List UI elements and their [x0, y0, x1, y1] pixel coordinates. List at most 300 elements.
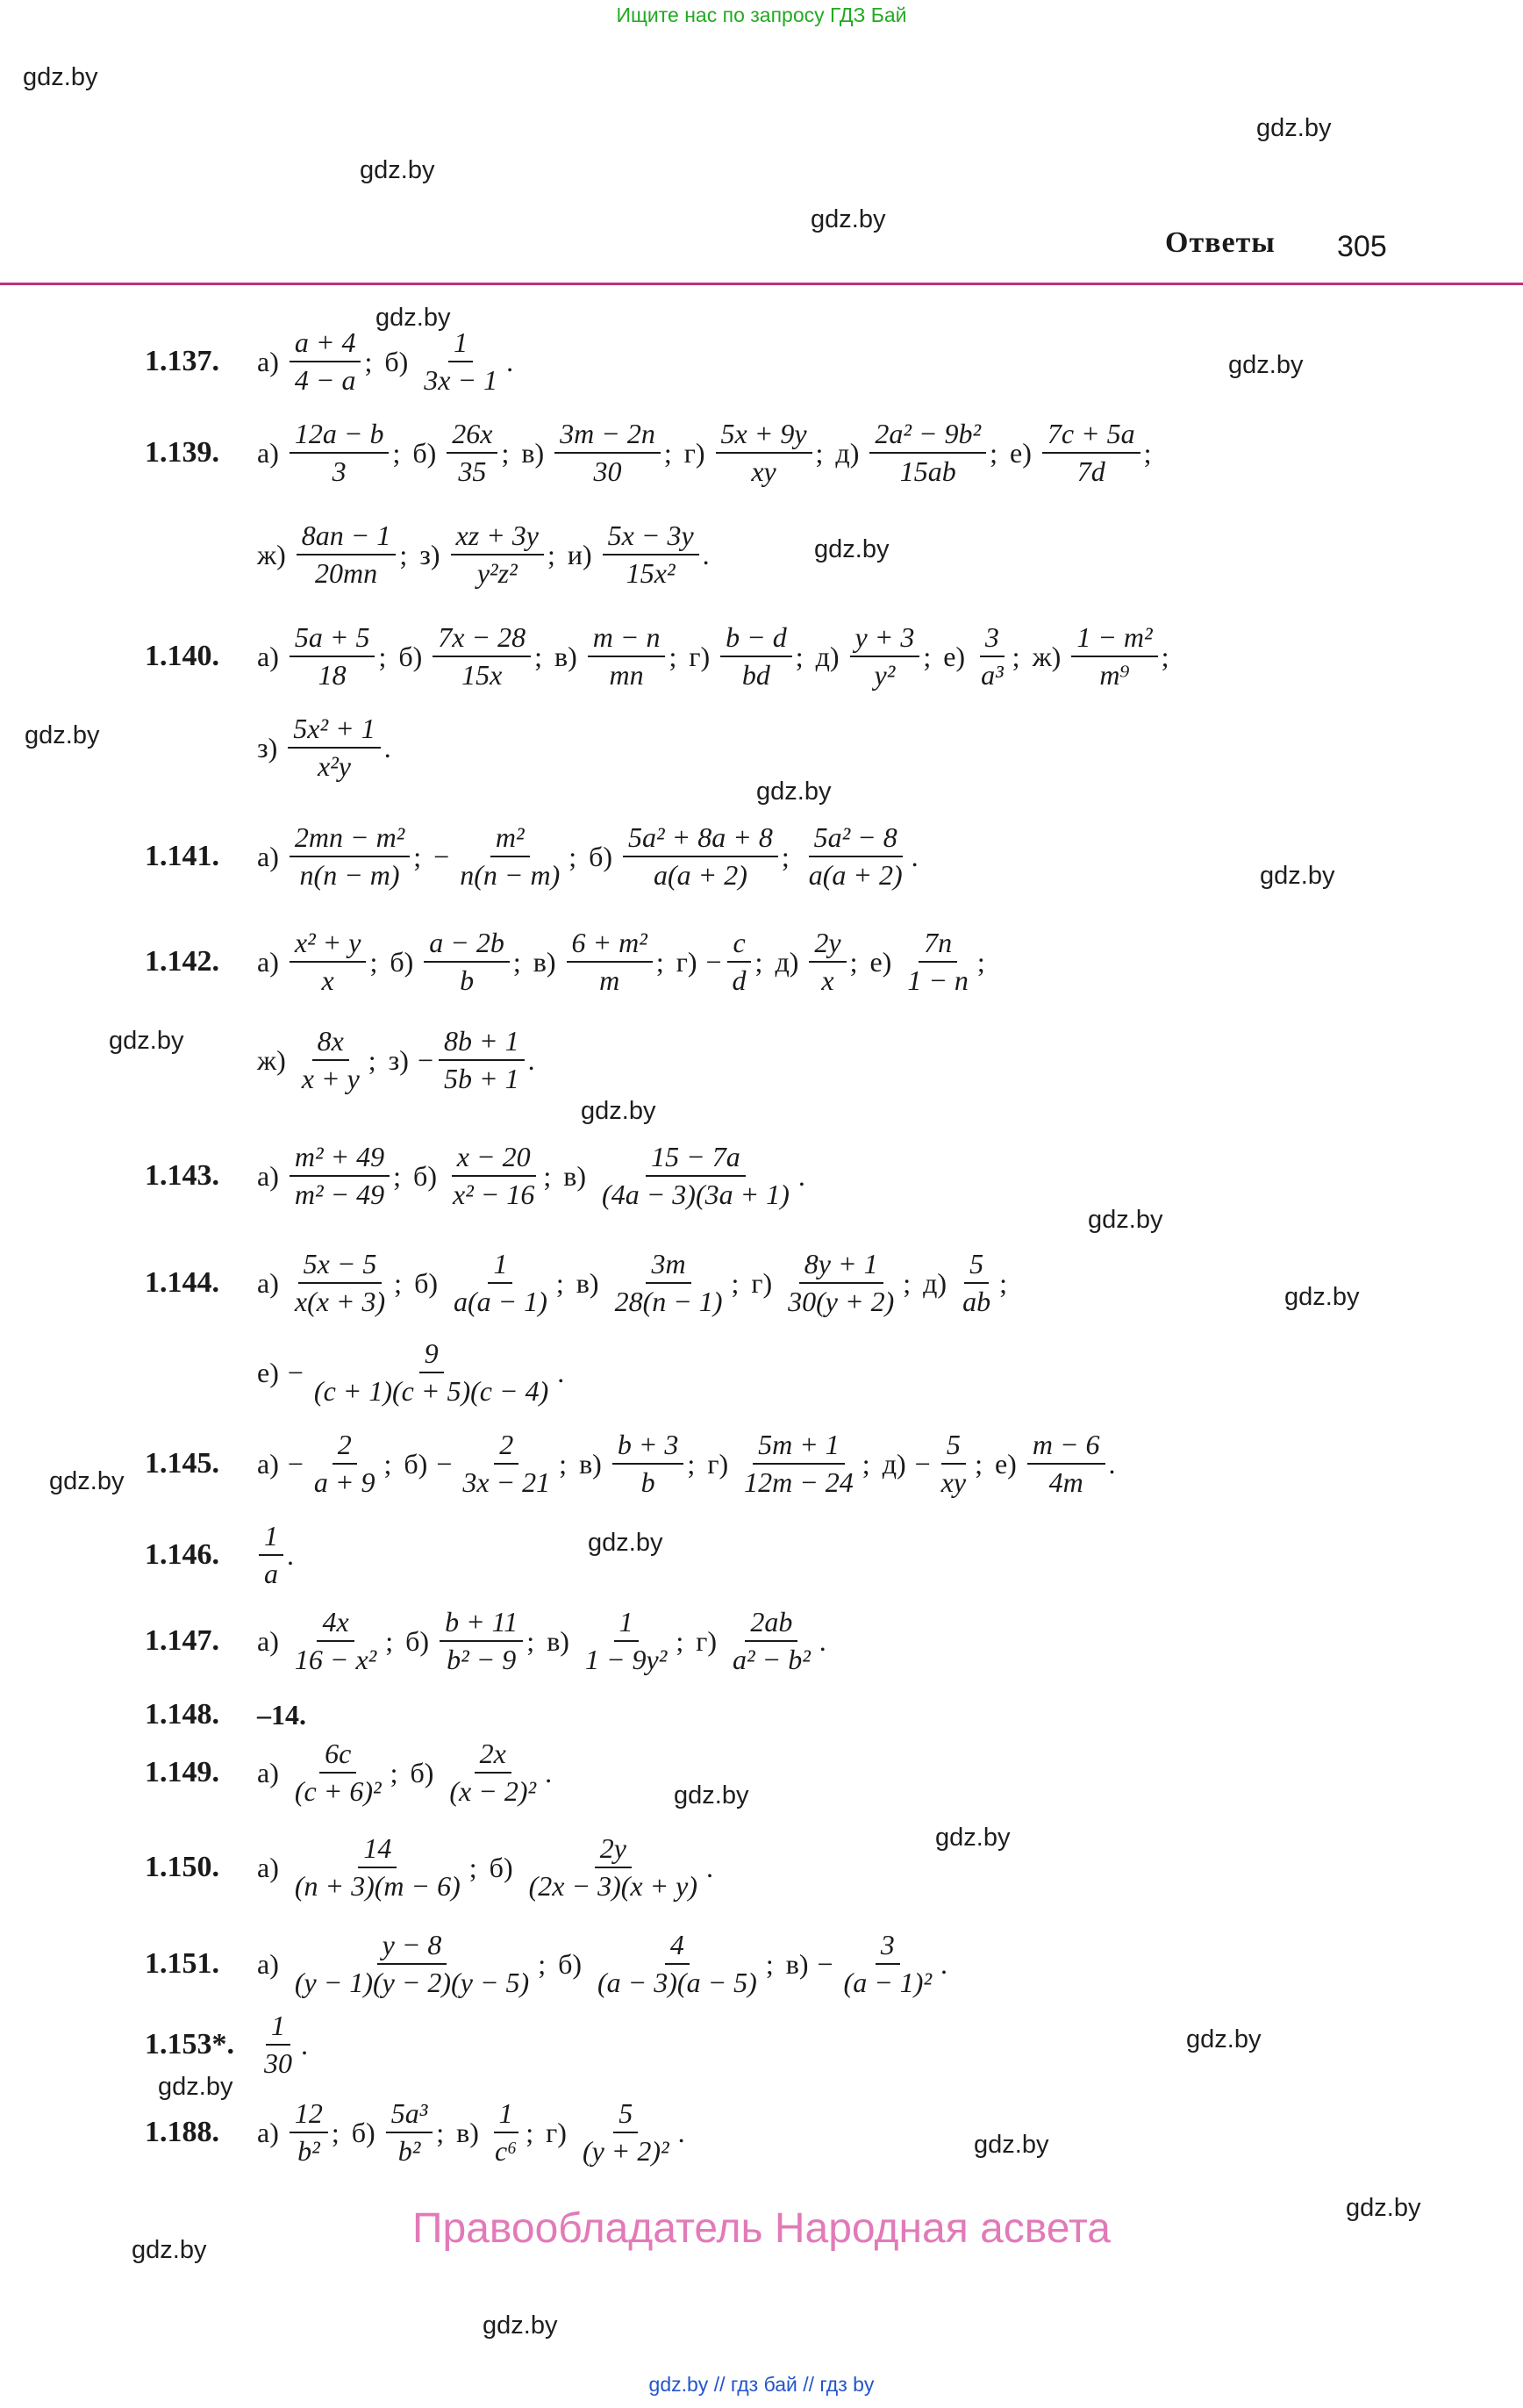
denominator: 3	[332, 455, 347, 487]
fraction	[1042, 418, 1140, 488]
item-label: а)	[257, 1447, 279, 1480]
fraction	[288, 713, 380, 783]
numerator: 2	[332, 1429, 357, 1465]
fraction	[936, 1429, 971, 1499]
numerator: m²	[490, 821, 530, 857]
item-label: а)	[257, 840, 279, 872]
denominator: bd	[741, 659, 770, 691]
answer-item	[816, 621, 932, 692]
answer-item	[835, 418, 997, 488]
item-label: в)	[521, 436, 545, 469]
separator: ;	[1143, 436, 1152, 469]
item-label: б)	[398, 640, 423, 672]
fraction	[804, 821, 908, 892]
answer-item	[433, 821, 576, 892]
numerator: 6 + m²	[567, 927, 653, 963]
denominator: 30(y + 2)	[788, 1286, 895, 1317]
answer-item	[546, 2097, 684, 2168]
separator: ;	[392, 436, 401, 469]
fraction	[309, 1429, 381, 1499]
numerator: c	[727, 927, 750, 963]
answer-item	[554, 621, 676, 692]
fraction	[850, 621, 920, 692]
separator: .	[383, 731, 391, 763]
item-label: е)	[257, 1356, 279, 1388]
fraction	[454, 821, 565, 892]
answer-number: 1.142.	[145, 945, 219, 978]
answer-item	[533, 927, 664, 997]
item-label: в)	[579, 1447, 602, 1480]
fraction	[290, 1606, 382, 1676]
watermark: gdz.by	[49, 1467, 125, 1495]
item-label: и)	[567, 538, 592, 570]
item-label: е)	[994, 1447, 1017, 1480]
numerator: 5a³	[386, 2097, 433, 2133]
item-label: а)	[257, 436, 279, 469]
separator: ;	[1012, 640, 1020, 672]
fraction	[433, 621, 531, 692]
separator: ;	[526, 2116, 534, 2148]
fraction	[524, 1832, 703, 1903]
denominator: 30	[264, 2047, 292, 2079]
denominator: 1 − 9y²	[584, 1644, 668, 1675]
fraction	[902, 927, 974, 997]
denominator: y²	[874, 659, 896, 691]
numerator: x − 20	[452, 1141, 536, 1177]
answer-item	[414, 1248, 564, 1318]
numerator: 7x − 28	[433, 621, 531, 657]
separator: ;	[331, 2116, 340, 2148]
answer-row	[145, 2010, 320, 2080]
denominator: b	[640, 1466, 655, 1498]
answer-item	[413, 1141, 551, 1211]
fraction	[297, 520, 397, 590]
denominator: a(a − 1)	[454, 1286, 547, 1317]
answer-number: 1.147.	[145, 1624, 219, 1657]
numerator: a + 4	[290, 326, 361, 362]
separator: ;	[413, 840, 422, 872]
denominator: xy	[751, 455, 776, 487]
denominator: 30	[593, 455, 622, 487]
answer-item	[576, 1248, 740, 1318]
answer-item	[419, 520, 555, 590]
fraction	[783, 1248, 899, 1318]
denominator: 3x − 21	[462, 1466, 551, 1498]
item-label: г)	[683, 436, 705, 469]
separator: ;	[754, 945, 763, 978]
separator: .	[557, 1356, 565, 1388]
answer-item	[707, 1429, 869, 1499]
answer-row	[145, 1429, 1128, 1499]
numerator: b + 3	[612, 1429, 684, 1465]
item-label: а)	[257, 345, 279, 377]
numerator: 3	[876, 1929, 900, 1965]
item-label: в)	[456, 2116, 479, 2148]
answer-item	[257, 927, 377, 997]
answer-item	[869, 927, 984, 997]
separator: ;	[568, 840, 577, 872]
denominator: (c + 1)(c + 5)(c − 4)	[313, 1375, 549, 1407]
answer-item	[257, 821, 421, 892]
separator: ;	[543, 1159, 552, 1192]
minus-sign: −	[705, 945, 722, 978]
minus-sign: −	[287, 1356, 304, 1388]
denominator: 35	[458, 455, 487, 487]
answer-item	[257, 1832, 477, 1903]
item-label: б)	[404, 1447, 428, 1480]
separator: .	[797, 1159, 805, 1192]
separator: ;	[765, 1947, 774, 1980]
answer-item	[257, 1929, 546, 1999]
separator: ;	[795, 640, 804, 672]
fraction	[597, 1141, 795, 1211]
answer-number: 1.146.	[145, 1538, 219, 1571]
fraction	[259, 1520, 283, 1590]
denominator: 18	[318, 659, 347, 691]
separator: ;	[390, 1756, 398, 1788]
numerator: 2a² − 9b²	[869, 418, 986, 454]
separator: .	[1108, 1447, 1116, 1480]
separator: ;	[393, 1159, 402, 1192]
minus-sign: −	[287, 1447, 304, 1480]
denominator: a + 9	[313, 1466, 375, 1498]
watermark: gdz.by	[674, 1781, 749, 1810]
answer-row	[145, 1738, 564, 1808]
fraction	[290, 1929, 534, 1999]
item-label: в)	[563, 1159, 587, 1192]
separator: .	[287, 1538, 294, 1571]
separator: ;	[501, 436, 510, 469]
separator: .	[301, 2028, 308, 2060]
numerator: xz + 3y	[451, 520, 544, 555]
denominator: 7d	[1076, 455, 1105, 487]
denominator: c⁶	[494, 2135, 518, 2167]
separator: ;	[731, 1266, 740, 1299]
answer-item	[676, 927, 763, 997]
item-label: б)	[412, 436, 437, 469]
numerator: 12a − b	[290, 418, 390, 454]
item-label: б)	[390, 945, 414, 978]
separator: ;	[849, 945, 858, 978]
item-label: в)	[533, 945, 556, 978]
answer-item	[257, 1429, 391, 1499]
item-label: д)	[882, 1447, 906, 1480]
item-label: г)	[751, 1266, 773, 1299]
watermark: gdz.by	[483, 2311, 558, 2340]
numerator: 5m + 1	[753, 1429, 845, 1465]
answer-row	[145, 1248, 1019, 1318]
answer-number: 1.137.	[145, 345, 219, 377]
numerator: 6c	[319, 1738, 356, 1774]
watermark: gdz.by	[1284, 1283, 1360, 1311]
denominator: y²z²	[476, 557, 518, 589]
numerator: 26x	[447, 418, 497, 454]
fraction	[297, 1025, 365, 1095]
separator: .	[819, 1624, 826, 1657]
fraction	[1027, 1429, 1105, 1499]
separator: ;	[534, 640, 542, 672]
fraction	[290, 2097, 328, 2168]
answer-row	[145, 1141, 818, 1211]
fraction	[976, 621, 1009, 692]
numerator: 5	[964, 1248, 989, 1284]
answer-item	[802, 821, 919, 892]
numerator: a − 2b	[424, 927, 510, 963]
fraction	[290, 1248, 390, 1318]
separator: ;	[468, 1851, 477, 1883]
fraction	[869, 418, 986, 488]
item-label: е)	[1010, 436, 1032, 469]
numerator: 3m − 2n	[554, 418, 661, 454]
denominator: b	[460, 964, 475, 996]
numerator: 5x² + 1	[288, 713, 380, 749]
answer-row	[145, 418, 1164, 488]
numerator: 2ab	[745, 1606, 797, 1642]
item-label: в)	[547, 1624, 569, 1657]
top-banner: Ищите нас по запросу ГДЗ Бай	[616, 4, 907, 26]
fraction	[580, 1606, 672, 1676]
fraction	[290, 418, 390, 488]
denominator: a³	[981, 659, 1004, 691]
fraction	[309, 1337, 554, 1408]
answer-value: –14.	[257, 1698, 306, 1731]
answer-item	[390, 927, 520, 997]
numerator: 5	[941, 1429, 966, 1465]
answer-item	[257, 713, 391, 783]
separator: ;	[538, 1947, 547, 1980]
item-label: г)	[696, 1624, 718, 1657]
numerator: 8b + 1	[439, 1025, 525, 1061]
answer-row	[145, 621, 1182, 692]
denominator: b²	[297, 2135, 320, 2167]
answer-item	[257, 1738, 397, 1808]
fraction	[447, 418, 497, 488]
separator: ;	[436, 2116, 445, 2148]
numerator: 14	[358, 1832, 397, 1868]
answer-item	[786, 1929, 947, 1999]
item-label: д)	[923, 1266, 947, 1299]
separator: ;	[399, 538, 408, 570]
fraction	[612, 1429, 684, 1499]
fraction	[490, 2097, 522, 2168]
fraction	[418, 326, 503, 397]
separator: ;	[923, 640, 932, 672]
denominator: (2x − 3)(x + y)	[528, 1870, 698, 1902]
denominator: x	[821, 964, 834, 996]
answer-item	[1010, 418, 1152, 488]
fraction	[290, 1738, 387, 1808]
item-label: а)	[257, 1624, 279, 1657]
separator: ;	[781, 840, 790, 872]
numerator: 8x	[312, 1025, 349, 1061]
numerator: y + 3	[850, 621, 920, 657]
fraction	[290, 1832, 466, 1903]
answer-row	[145, 2097, 697, 2168]
separator: ;	[368, 1043, 376, 1076]
numerator: y − 8	[377, 1929, 447, 1965]
answer-row	[145, 1929, 960, 1999]
watermark: gdz.by	[814, 535, 890, 563]
watermark: gdz.by	[581, 1097, 656, 1125]
minus-sign: −	[914, 1447, 931, 1480]
answer-item	[943, 621, 1019, 692]
watermark: gdz.by	[588, 1529, 663, 1557]
watermark: gdz.by	[1260, 862, 1335, 890]
watermark: gdz.by	[1346, 2194, 1421, 2222]
separator: ;	[394, 1266, 403, 1299]
numerator: 3	[980, 621, 1005, 657]
numerator: 4	[665, 1929, 690, 1965]
answer-row	[145, 713, 404, 783]
numerator: 7n	[919, 927, 957, 963]
answer-item	[257, 520, 407, 590]
denominator: d	[732, 964, 747, 996]
denominator: b² − 9	[447, 1644, 517, 1675]
separator: ;	[526, 1624, 535, 1657]
fraction	[290, 326, 361, 397]
answer-item	[257, 418, 400, 488]
numerator: 4x	[317, 1606, 354, 1642]
answer-item	[684, 418, 824, 488]
fraction	[839, 1929, 938, 1999]
fraction	[720, 621, 792, 692]
answer-item	[490, 1832, 713, 1903]
answer-number: 1.139.	[145, 436, 219, 469]
numerator: 15 − 7a	[646, 1141, 746, 1177]
numerator: m − 6	[1027, 1429, 1105, 1465]
item-label: а)	[257, 1159, 279, 1192]
numerator: 2y	[809, 927, 846, 963]
answer-row	[145, 821, 931, 892]
denominator: 5b + 1	[444, 1063, 519, 1094]
item-label: а)	[257, 1851, 279, 1883]
separator: ;	[990, 436, 998, 469]
answer-number: 1.145.	[145, 1447, 219, 1480]
watermark: gdz.by	[1088, 1206, 1163, 1234]
watermark: gdz.by	[23, 63, 98, 91]
item-label: з)	[388, 1043, 409, 1076]
item-label: в)	[576, 1266, 599, 1299]
answer-row	[145, 1520, 306, 1590]
answer-item	[568, 520, 710, 590]
separator: ;	[862, 1447, 870, 1480]
answer-item	[1033, 621, 1169, 692]
item-label: д)	[775, 945, 799, 978]
fraction	[809, 927, 846, 997]
numerator: x² + y	[290, 927, 367, 963]
answer-item	[456, 2097, 533, 2168]
separator: ;	[976, 945, 985, 978]
numerator: 7c + 5a	[1042, 418, 1140, 454]
numerator: 9	[419, 1337, 444, 1373]
watermark: gdz.by	[1186, 2025, 1262, 2053]
item-label: б)	[489, 1851, 513, 1883]
separator: .	[677, 2116, 685, 2148]
answer-number: 1.153*.	[145, 2028, 234, 2060]
fraction	[440, 1606, 523, 1676]
denominator: x²y	[317, 750, 351, 782]
answer-item	[589, 821, 790, 892]
answer-item	[689, 621, 803, 692]
fraction	[567, 927, 653, 997]
answer-number: 1.148.	[145, 1698, 219, 1731]
denominator: 4 − a	[294, 364, 356, 396]
fraction	[424, 927, 510, 997]
item-label: б)	[410, 1756, 434, 1788]
numerator: 5a + 5	[290, 621, 375, 657]
answer-item	[352, 2097, 444, 2168]
fraction	[727, 1606, 816, 1676]
answer-item	[775, 927, 857, 997]
numerator: 5x − 5	[298, 1248, 383, 1284]
separator: ;	[999, 1266, 1007, 1299]
answer-item	[257, 2097, 340, 2168]
separator: ;	[555, 1266, 564, 1299]
denominator: (n + 3)(m − 6)	[294, 1870, 461, 1902]
denominator: a	[264, 1558, 278, 1589]
answer-item	[412, 418, 509, 488]
answer-row	[145, 1025, 547, 1095]
fraction	[610, 1248, 728, 1318]
answer-number: 1.141.	[145, 840, 219, 872]
denominator: 20mn	[315, 557, 378, 589]
numerator: 1	[259, 1520, 283, 1556]
watermark: gdz.by	[158, 2073, 233, 2101]
denominator: 15x²	[626, 557, 676, 589]
numerator: 2	[494, 1429, 518, 1465]
item-label: д)	[815, 640, 840, 672]
fraction	[457, 1429, 555, 1499]
answer-item	[563, 1141, 805, 1211]
separator: .	[545, 1756, 553, 1788]
bottom-banner: gdz.by // гдз бай // гдз by	[648, 2373, 875, 2396]
watermark: gdz.by	[360, 156, 435, 184]
numerator: 1	[614, 1606, 639, 1642]
item-label: б)	[589, 840, 613, 872]
answer-number: 1.151.	[145, 1947, 219, 1980]
numerator: 5x − 3y	[603, 520, 699, 555]
numerator: 5a² − 8	[809, 821, 903, 857]
watermark: gdz.by	[756, 778, 832, 806]
numerator: 8an − 1	[297, 520, 397, 555]
item-label: б)	[558, 1947, 583, 1980]
answer-number: 1.140.	[145, 640, 219, 672]
denominator: x(x + 3)	[294, 1286, 386, 1317]
fraction	[623, 821, 778, 892]
item-label: г)	[676, 945, 697, 978]
numerator: 1	[266, 2010, 290, 2046]
answer-item	[257, 621, 386, 692]
denominator: (y + 2)²	[582, 2135, 669, 2167]
watermark: gdz.by	[811, 205, 886, 233]
watermark: gdz.by	[109, 1027, 184, 1055]
separator: ;	[547, 538, 555, 570]
watermark: gdz.by	[132, 2236, 207, 2264]
answer-row	[145, 1832, 726, 1903]
numerator: 2mn − m²	[290, 821, 410, 857]
fraction	[290, 621, 375, 692]
fraction	[448, 1248, 553, 1318]
separator: .	[702, 538, 710, 570]
fraction	[451, 520, 544, 590]
numerator: 1	[488, 1248, 512, 1284]
denominator: 15ab	[899, 455, 956, 487]
fraction	[444, 1738, 541, 1808]
numerator: 1	[494, 2097, 518, 2133]
numerator: 1 − m²	[1071, 621, 1157, 657]
item-label: е)	[943, 640, 966, 672]
numerator: 2y	[595, 1832, 632, 1868]
